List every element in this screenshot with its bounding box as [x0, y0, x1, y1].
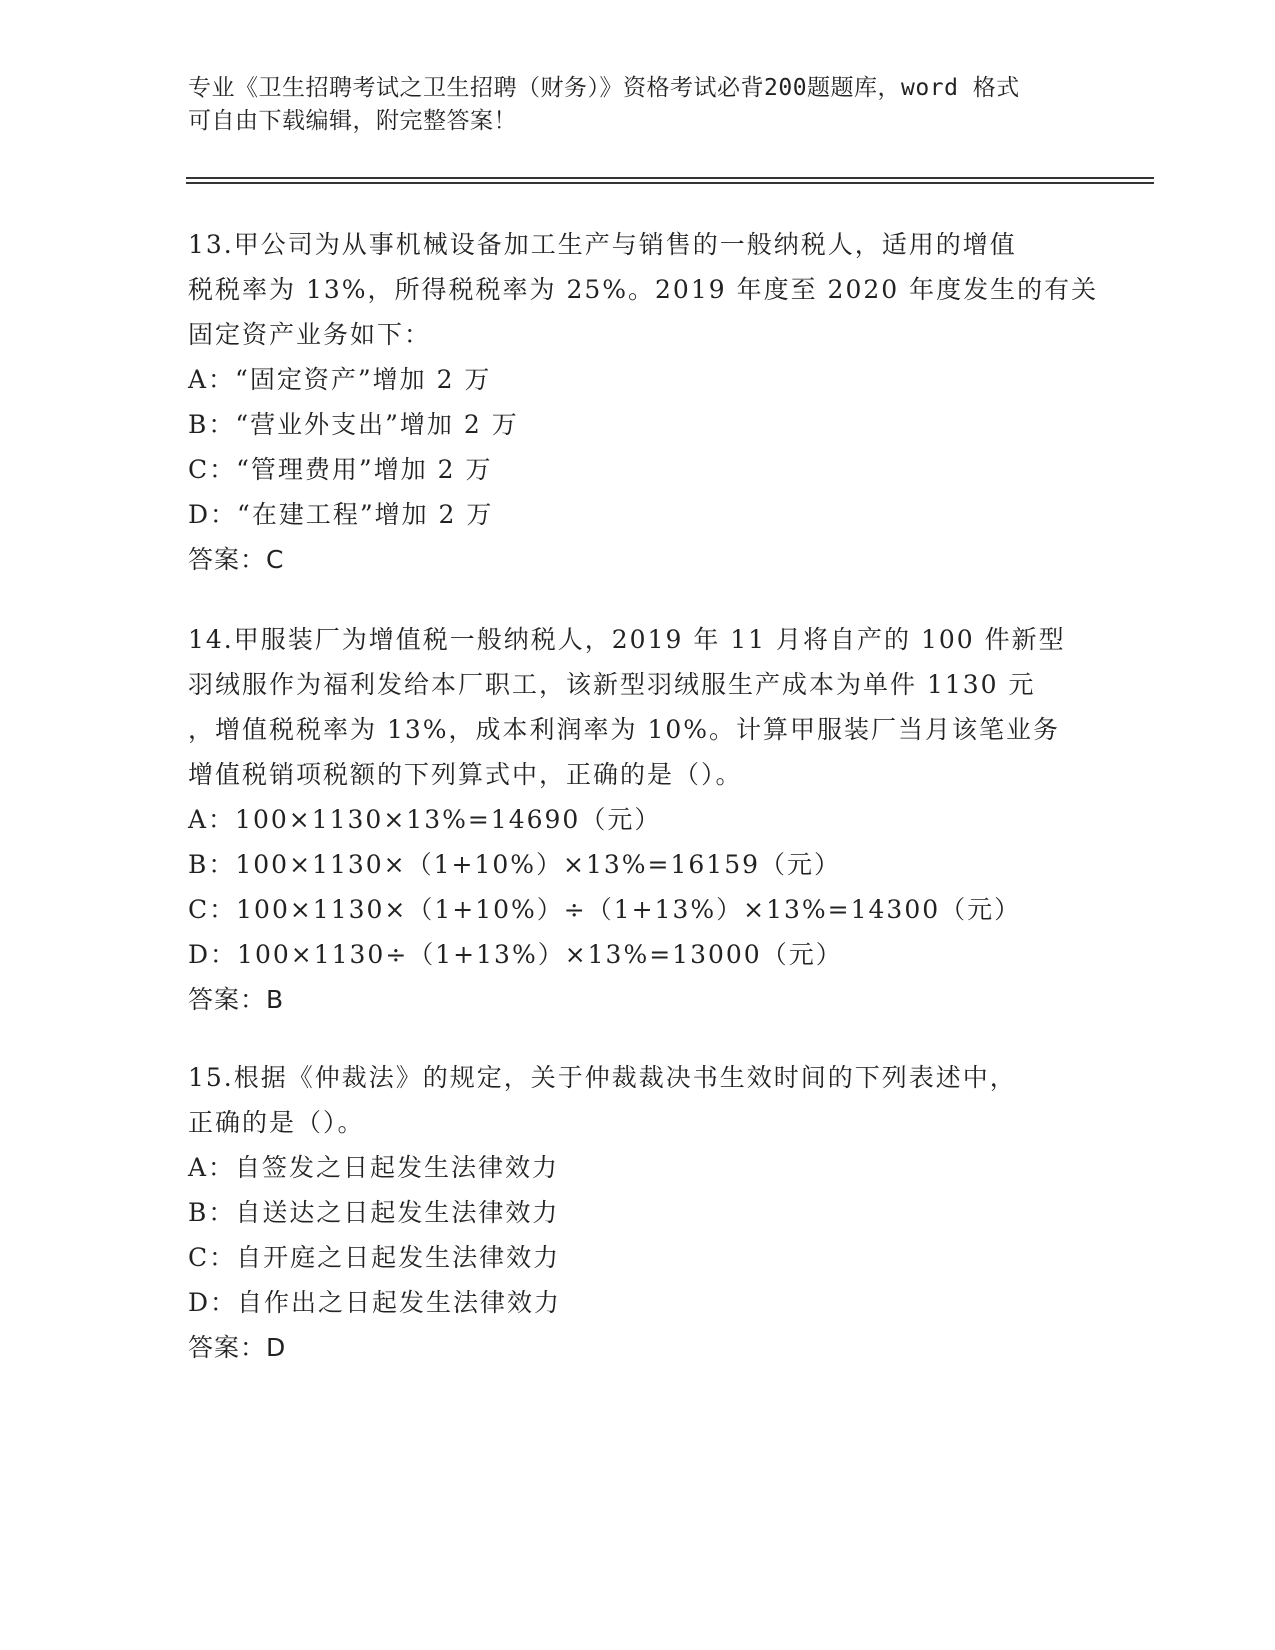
answer-line — [188, 977, 1088, 1022]
option-d: D：100×1130÷（1+13%）×13%=13000（元） — [188, 940, 843, 969]
question-14 — [188, 617, 1088, 1022]
option-a: A：“固定资产”增加 2 万 — [188, 365, 492, 394]
header-divider-bottom — [186, 182, 1154, 184]
document-header — [188, 72, 1068, 138]
question-text-line: ，增值税税率为 13%，成本利润率为 10%。计算甲服装厂当月该笔业务 — [188, 715, 1061, 744]
question-text-line: 税税率为 13%，所得税税率为 25%。2019 年度至 2020 年度发生的有关 — [188, 275, 1099, 304]
option-a: A：100×1130×13%=14690（元） — [188, 805, 662, 834]
option-b: B：“营业外支出”增加 2 万 — [188, 410, 519, 439]
question-text-line: 固定资产业务如下： — [188, 320, 432, 349]
question-13 — [188, 222, 1099, 582]
option-a: A：自签发之日起发生法律效力 — [188, 1153, 560, 1182]
question-text-line: 13.甲公司为从事机械设备加工生产与销售的一般纳税人，适用的增值 — [188, 230, 1017, 259]
answer-label: 答案： — [188, 545, 267, 574]
answer-line — [188, 537, 1088, 582]
question-text-line: 羽绒服作为福利发给本厂职工，该新型羽绒服生产成本为单件 1130 元 — [188, 670, 1036, 699]
answer-label: 答案： — [188, 1333, 267, 1362]
question-text-line: 增值税销项税额的下列算式中，正确的是（）。 — [188, 760, 743, 789]
answer-value: D — [266, 1333, 287, 1362]
header-divider-top — [186, 177, 1154, 179]
option-d: D：自作出之日起发生法律效力 — [188, 1288, 562, 1317]
option-b: B：自送达之日起发生法律效力 — [188, 1198, 560, 1227]
header-line: 专业《卫生招聘考试之卫生招聘（财务）》资格考试必背200题题库，word 格式 — [188, 75, 1020, 101]
question-text-line: 14.甲服装厂为增值税一般纳税人，2019 年 11 月将自产的 100 件新型 — [188, 625, 1066, 654]
question-text-line: 15.根据《仲裁法》的规定，关于仲裁裁决书生效时间的下列表述中， — [188, 1063, 1017, 1092]
option-b: B：100×1130×（1+10%）×13%=16159（元） — [188, 850, 842, 879]
option-c: C：100×1130×（1+10%）÷（1+13%）×13%=14300（元） — [188, 895, 1022, 924]
answer-value: B — [266, 985, 285, 1014]
question-15 — [188, 1055, 1088, 1370]
answer-value: C — [266, 545, 285, 574]
question-text-line: 正确的是（）。 — [188, 1108, 365, 1137]
option-d: D：“在建工程”增加 2 万 — [188, 500, 494, 529]
option-c: C：自开庭之日起发生法律效力 — [188, 1243, 561, 1272]
answer-line — [188, 1325, 1088, 1370]
option-c: C：“管理费用”增加 2 万 — [188, 455, 493, 484]
header-line: 可自由下载编辑，附完整答案！ — [188, 108, 517, 134]
answer-label: 答案： — [188, 985, 267, 1014]
